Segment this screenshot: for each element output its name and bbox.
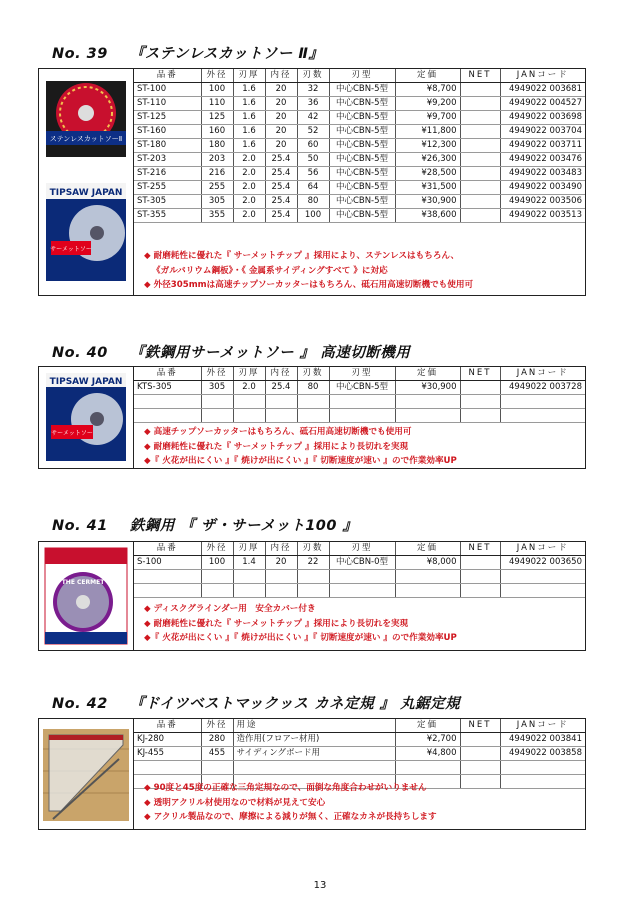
spec-table-41 [134, 542, 585, 598]
table-cell: 22 [297, 556, 329, 570]
table-cell: 455 [201, 747, 233, 761]
table-row [134, 733, 585, 747]
table-cell: 25.4 [265, 195, 297, 209]
table-cell: 4949022 003698 [500, 111, 585, 125]
table-cell: 20 [265, 139, 297, 153]
table-cell [329, 584, 395, 598]
note-line: ◆ 耐磨耗性に優れた『 サーメットチップ 』採用により、ステンレスはもちろん、 [144, 251, 460, 261]
table-cell [201, 395, 233, 409]
table-cell: 4949022 003650 [500, 556, 585, 570]
table-cell: 中心CBN-5型 [329, 195, 395, 209]
package-title-text: ステンレスカットソーⅡ [49, 135, 123, 143]
table-row [134, 167, 585, 181]
table-cell: 4949022 003506 [500, 195, 585, 209]
package-label-text: サーメットソー [51, 430, 93, 437]
table-cell: 1.6 [233, 111, 265, 125]
col-header: 刃型 [329, 542, 395, 556]
col-header: 品番 [134, 69, 201, 83]
table-cell: 中心CBN-5型 [329, 111, 395, 125]
table-cell: 32 [297, 83, 329, 97]
saw-package-illustration [39, 367, 133, 468]
table-cell: 4949022 003476 [500, 153, 585, 167]
table-cell: ¥9,700 [395, 111, 460, 125]
table-cell: ¥26,300 [395, 153, 460, 167]
table-cell: 中心CBN-5型 [329, 209, 395, 223]
col-header: 刃厚 [233, 69, 265, 83]
square-ruler-illustration [39, 719, 133, 829]
table-cell: 125 [201, 111, 233, 125]
table-cell: 25.4 [265, 153, 297, 167]
note-line: ◆ 透明アクリル材使用なので材料が見えて安心 [144, 797, 326, 808]
table-cell [460, 761, 500, 775]
table-cell: ST-355 [134, 209, 201, 223]
table-cell: ST-160 [134, 125, 201, 139]
note-line: ◆ 耐磨耗性に優れた『 サーメットチップ 』採用により長切れを実現 [144, 441, 409, 452]
table-cell: 36 [297, 97, 329, 111]
product-box-42 [38, 718, 586, 830]
table-row [134, 409, 585, 423]
col-header: 品番 [134, 719, 201, 733]
product-name: 『ドイツベストマックッス カネ定規 』 丸鋸定規 [129, 696, 461, 712]
table-row [134, 761, 585, 775]
table-cell: サイディングボード用 [233, 747, 395, 761]
saw-package-illustration [39, 69, 133, 295]
col-header: 定価 [395, 367, 460, 381]
table-cell: 20 [265, 111, 297, 125]
table-cell: 中心CBN-5型 [329, 139, 395, 153]
table-cell: 2.0 [233, 153, 265, 167]
table-cell: 216 [201, 167, 233, 181]
table-cell: ST-180 [134, 139, 201, 153]
table-cell: ¥8,000 [395, 556, 460, 570]
table-cell: 100 [201, 556, 233, 570]
table-cell: ¥9,200 [395, 97, 460, 111]
table-cell [460, 195, 500, 209]
table-cell [500, 761, 585, 775]
table-cell [297, 395, 329, 409]
col-header: NET [460, 367, 500, 381]
col-header: 内径 [265, 542, 297, 556]
note-line: ◆『 火花が出にくい 』『 焼けが出にくい 』『 切断速度が速い 』ので作業効率UP [144, 456, 457, 466]
table-cell [329, 570, 395, 584]
table-cell: ST-203 [134, 153, 201, 167]
table-cell: 80 [297, 381, 329, 395]
product-notes-39 [144, 249, 473, 293]
table-cell: 355 [201, 209, 233, 223]
product-notes-40 [144, 425, 457, 469]
table-cell: 中心CBN-5型 [329, 97, 395, 111]
col-header: NET [460, 69, 500, 83]
table-cell: 4949022 003513 [500, 209, 585, 223]
table-cell [460, 83, 500, 97]
table-cell: 100 [297, 209, 329, 223]
note-line: 《ガルバリウム鋼板》・《 金属系サイディングすべて 》に対応 [152, 265, 388, 276]
table-header-row [134, 719, 585, 733]
product-image-39 [39, 69, 134, 295]
section-number: No. 39 [52, 46, 108, 62]
col-header: 刃厚 [233, 542, 265, 556]
table-cell [460, 181, 500, 195]
package-label-text: サーメットソー [50, 246, 92, 253]
note-line: ◆ ディスクグラインダー用 安全カバー付き [144, 604, 316, 614]
table-cell [460, 381, 500, 395]
package-brand-text: TIPSAW JAPAN [49, 188, 123, 198]
table-row [134, 570, 585, 584]
table-cell [134, 395, 201, 409]
table-cell [329, 395, 395, 409]
table-cell: ST-100 [134, 83, 201, 97]
table-cell: 60 [297, 139, 329, 153]
table-cell [233, 409, 265, 423]
col-header: JANコード [500, 719, 585, 733]
col-header: 定価 [395, 719, 460, 733]
table-cell [460, 209, 500, 223]
table-cell [460, 556, 500, 570]
section-40-title [52, 341, 410, 362]
table-cell: 110 [201, 97, 233, 111]
table-row [134, 584, 585, 598]
table-cell: 80 [297, 195, 329, 209]
table-cell: KJ-280 [134, 733, 201, 747]
note-line: ◆ 外径305mmは高速チップソーカッターはもちろん、砥石用高速切断機でも使用可 [144, 280, 474, 290]
table-cell: ¥8,700 [395, 83, 460, 97]
table-cell: ¥30,900 [395, 381, 460, 395]
col-header: 刃型 [329, 69, 395, 83]
table-cell: ¥31,500 [395, 181, 460, 195]
product-name: 『ステンレスカットソー Ⅱ』 [129, 46, 324, 62]
table-row [134, 195, 585, 209]
table-cell: 20 [265, 125, 297, 139]
col-header: 外径 [201, 367, 233, 381]
table-cell [201, 584, 233, 598]
package-brand-text: THE CERMET [61, 579, 105, 586]
table-cell [233, 570, 265, 584]
table-cell [460, 775, 500, 789]
table-cell: 1.6 [233, 83, 265, 97]
table-cell: 1.6 [233, 139, 265, 153]
table-cell: 305 [201, 195, 233, 209]
section-number: No. 42 [52, 696, 108, 712]
table-cell [460, 167, 500, 181]
table-header-row [134, 69, 585, 83]
spec-table-40 [134, 367, 585, 423]
table-cell: 20 [265, 83, 297, 97]
table-row [134, 209, 585, 223]
table-cell: 25.4 [265, 209, 297, 223]
table-row [134, 125, 585, 139]
table-cell: 1.6 [233, 97, 265, 111]
table-cell: 4949022 003728 [500, 381, 585, 395]
col-header: JANコード [500, 367, 585, 381]
section-number: No. 41 [52, 518, 108, 534]
table-cell [265, 409, 297, 423]
table-cell: ST-216 [134, 167, 201, 181]
product-image-42 [39, 719, 134, 829]
product-notes-42 [144, 781, 437, 825]
table-cell: 4949022 003841 [500, 733, 585, 747]
table-cell: 4949022 003858 [500, 747, 585, 761]
section-41-title [52, 514, 358, 535]
table-cell [500, 584, 585, 598]
table-cell [460, 409, 500, 423]
col-header: 品番 [134, 367, 201, 381]
table-cell [297, 570, 329, 584]
table-cell: 255 [201, 181, 233, 195]
col-header: 内径 [265, 367, 297, 381]
table-cell [265, 395, 297, 409]
col-header: 外径 [201, 542, 233, 556]
note-line: ◆ 高速チップソーカッターはもちろん、砥石用高速切断機でも使用可 [144, 427, 412, 437]
table-cell [460, 747, 500, 761]
table-cell: 25.4 [265, 167, 297, 181]
table-cell [134, 761, 201, 775]
note-line: ◆ 90度と45度の正確な三角定規なので、面倒な角度合わせがいりません [144, 783, 427, 793]
col-header: 外径 [201, 69, 233, 83]
col-header: 刃型 [329, 367, 395, 381]
table-cell: KTS-305 [134, 381, 201, 395]
table-cell: 25.4 [265, 181, 297, 195]
table-cell: 2.0 [233, 181, 265, 195]
col-header: 用途 [233, 719, 395, 733]
table-cell: 中心CBN-5型 [329, 181, 395, 195]
table-cell [460, 570, 500, 584]
table-cell: 4949022 004527 [500, 97, 585, 111]
table-cell [460, 111, 500, 125]
table-cell: 中心CBN-0型 [329, 556, 395, 570]
table-cell [297, 409, 329, 423]
table-cell [500, 775, 585, 789]
col-header: 刃数 [297, 367, 329, 381]
col-header: 品番 [134, 542, 201, 556]
col-header: 刃厚 [233, 367, 265, 381]
table-cell [233, 395, 265, 409]
table-cell: 中心CBN-5型 [329, 153, 395, 167]
section-39-title [52, 42, 323, 63]
col-header: JANコード [500, 542, 585, 556]
table-cell: S-100 [134, 556, 201, 570]
col-header: JANコード [500, 69, 585, 83]
product-name: 鉄鋼用 『 ザ・サーメット100 』 [129, 518, 358, 534]
table-cell: 中心CBN-5型 [329, 125, 395, 139]
product-image-41 [39, 542, 134, 650]
table-cell: 4949022 003490 [500, 181, 585, 195]
col-header: 刃数 [297, 69, 329, 83]
product-name: 『鉄鋼用サーメットソー 』 高速切断機用 [129, 345, 411, 361]
table-row [134, 747, 585, 761]
table-cell [395, 761, 460, 775]
table-cell: ¥2,700 [395, 733, 460, 747]
table-cell: ST-125 [134, 111, 201, 125]
note-line: ◆ アクリル製品なので、摩擦による減りが無く、正確なカネが長持ちします [144, 812, 437, 822]
table-cell: ST-110 [134, 97, 201, 111]
table-cell [395, 395, 460, 409]
table-cell: 160 [201, 125, 233, 139]
table-cell: 305 [201, 381, 233, 395]
table-cell: 1.6 [233, 125, 265, 139]
table-cell [395, 570, 460, 584]
table-cell: 4949022 003704 [500, 125, 585, 139]
table-cell [500, 570, 585, 584]
page-number: 13 [313, 880, 327, 891]
table-cell: ¥11,800 [395, 125, 460, 139]
table-cell [460, 139, 500, 153]
col-header: 刃数 [297, 542, 329, 556]
table-cell: 4949022 003681 [500, 83, 585, 97]
table-cell [201, 570, 233, 584]
table-row [134, 556, 585, 570]
table-cell: 1.4 [233, 556, 265, 570]
package-brand-text: TIPSAW JAPAN [49, 377, 123, 387]
table-cell [233, 761, 395, 775]
table-cell [500, 409, 585, 423]
table-cell: ST-255 [134, 181, 201, 195]
table-cell: 52 [297, 125, 329, 139]
table-cell: ST-305 [134, 195, 201, 209]
table-row [134, 153, 585, 167]
note-line: ◆『 火花が出にくい 』『 焼けが出にくい 』『 切断速度が速い 』ので作業効率UP [144, 633, 457, 643]
table-row [134, 395, 585, 409]
table-cell: ¥28,500 [395, 167, 460, 181]
table-cell: 180 [201, 139, 233, 153]
table-cell: 56 [297, 167, 329, 181]
col-header: NET [460, 542, 500, 556]
table-cell [395, 584, 460, 598]
col-header: 定価 [395, 69, 460, 83]
note-line: ◆ 耐磨耗性に優れた『 サーメットチップ 』採用により長切れを実現 [144, 618, 409, 629]
saw-package-illustration [39, 542, 133, 650]
table-header-row [134, 367, 585, 381]
spec-table-39 [134, 69, 585, 223]
table-row [134, 139, 585, 153]
table-cell: 2.0 [233, 381, 265, 395]
table-cell: 2.0 [233, 209, 265, 223]
table-cell [134, 409, 201, 423]
section-number: No. 40 [52, 345, 108, 361]
table-cell: 25.4 [265, 381, 297, 395]
table-cell: ¥38,600 [395, 209, 460, 223]
spec-table-42 [134, 719, 585, 789]
table-cell: 2.0 [233, 167, 265, 181]
table-cell: 42 [297, 111, 329, 125]
table-cell [134, 584, 201, 598]
table-cell: 4949022 003711 [500, 139, 585, 153]
table-cell [460, 733, 500, 747]
product-box-40 [38, 366, 586, 469]
table-cell: KJ-455 [134, 747, 201, 761]
table-cell: 20 [265, 97, 297, 111]
table-cell [329, 409, 395, 423]
table-cell [201, 761, 233, 775]
col-header: 内径 [265, 69, 297, 83]
table-cell: 4949022 003483 [500, 167, 585, 181]
table-cell: ¥12,300 [395, 139, 460, 153]
col-header: 外径 [201, 719, 233, 733]
col-header: 定価 [395, 542, 460, 556]
table-cell: 203 [201, 153, 233, 167]
table-cell: 造作用(フロアー材用) [233, 733, 395, 747]
table-cell: 中心CBN-5型 [329, 381, 395, 395]
product-box-39 [38, 68, 586, 296]
table-cell: 20 [265, 556, 297, 570]
table-cell: 64 [297, 181, 329, 195]
table-row [134, 381, 585, 395]
table-cell [500, 395, 585, 409]
table-header-row [134, 542, 585, 556]
table-cell [460, 584, 500, 598]
table-row [134, 181, 585, 195]
table-cell [460, 395, 500, 409]
table-row [134, 97, 585, 111]
table-cell [460, 97, 500, 111]
table-cell: 50 [297, 153, 329, 167]
table-cell: ¥30,900 [395, 195, 460, 209]
product-image-40 [39, 367, 134, 468]
table-cell [265, 584, 297, 598]
table-cell [460, 153, 500, 167]
section-42-title [52, 692, 460, 713]
table-cell [460, 125, 500, 139]
table-row [134, 83, 585, 97]
table-row [134, 111, 585, 125]
table-cell [297, 584, 329, 598]
table-cell [201, 409, 233, 423]
table-cell: 中心CBN-5型 [329, 83, 395, 97]
product-notes-41 [144, 602, 457, 646]
table-cell [265, 570, 297, 584]
table-cell [395, 409, 460, 423]
col-header: NET [460, 719, 500, 733]
table-cell: 100 [201, 83, 233, 97]
table-cell: 2.0 [233, 195, 265, 209]
table-cell: 280 [201, 733, 233, 747]
table-cell [233, 584, 265, 598]
product-box-41 [38, 541, 586, 651]
table-cell: 中心CBN-5型 [329, 167, 395, 181]
table-cell: ¥4,800 [395, 747, 460, 761]
table-cell [134, 570, 201, 584]
